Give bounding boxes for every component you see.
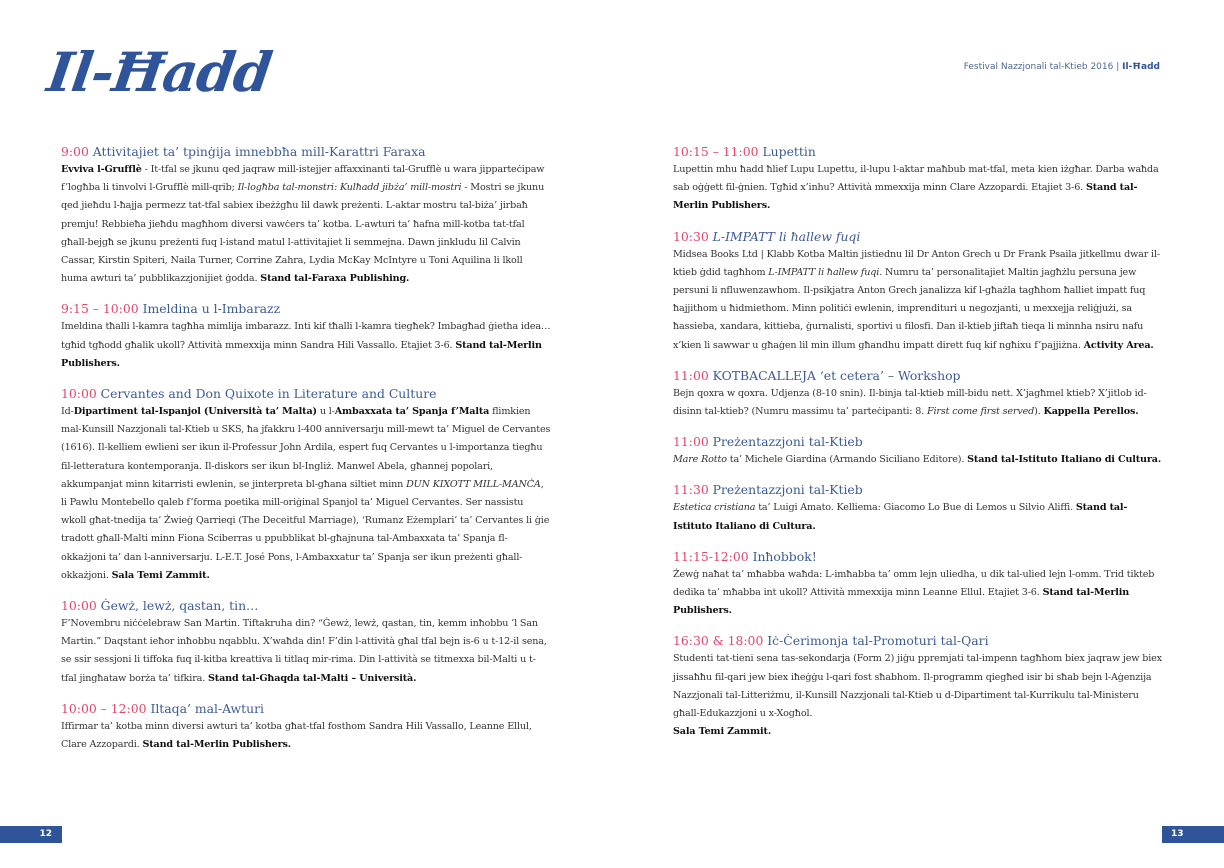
event-heading (61, 300, 551, 317)
event-venue-bold: Stand tal-Istituto Italiano di Cultura. (967, 454, 1162, 466)
event-description (61, 403, 551, 585)
running-head-text: Festival Nazzjonali tal-Ktieb 2016 | (963, 62, 1123, 72)
event-text: Id- (61, 406, 74, 418)
event-text: F’Novembru niċċelebraw San Martin. Tiftakruha din? “Ġewż, lewż, qastan, tin, kemm inħobbu ’l San Martin.” Daqstant ieħor inħobbu nqabblu. X’waħda din! F’din l-attività għal tfal bejn is-6 u t-12-il sena, se ssir sessjoni li tiffoka fuq il-kitba kreattiva li titlaq mir-rima. Din l-attività se titmexxa bil-Malti u t-tfal jingħataw borża ta’ tifkira. (61, 618, 547, 684)
event-venue-bold: Stand tal-Merlin Publishers. (142, 739, 291, 751)
event-description (61, 615, 551, 688)
event-text: ta’ Luigi Amato. Kelliema: Giacomo Lo Bue di Lemos u Silvio Aliffi. (755, 502, 1076, 514)
event-italic-text: Mare Rotto (673, 454, 727, 466)
event-italic-text: Il-logħba tal-monstri: Kulħadd jibża’ mill-mostri (237, 182, 462, 194)
event-title: Imeldina u l-Imbarazz (142, 301, 281, 317)
event-venue-bold: Stand tal-Merlin Publishers. (673, 587, 1130, 617)
event-entry (673, 632, 1163, 741)
event-entry (673, 548, 1163, 621)
event-description (673, 499, 1163, 535)
event-description (61, 161, 551, 288)
page-number-right-bar (1162, 826, 1224, 843)
event-venue-bold: Kappella Perellos. (1043, 406, 1139, 418)
event-venue-bold: Stand tal-Merlin Publishers. (61, 339, 542, 369)
event-title: Attivitajiet ta’ tpinġija imnebbħa mill-Karattri Faraxa (92, 144, 426, 159)
event-venue-bold: Stand tal-Istituto Italiano di Cultura. (673, 502, 1128, 532)
event-venue-bold: Sala Temi Zammit. (111, 569, 210, 581)
event-title: KOTBACALLEJA ‘et cetera’ – Workshop (712, 367, 961, 383)
event-text: u l- (316, 406, 335, 418)
event-time: 16:30 & 18:00 (673, 633, 764, 649)
event-entry (61, 700, 551, 754)
event-time: 10:15 – 11:00 (673, 144, 759, 159)
event-text: flimkien mal-Kunsill Nazzjonali tal-Ktieb u SKS, ħa jfakkru l-400 anniversarju mill-mewt ta’ Miguel de Cervantes (1616). Il-kelliem ewlieni ser ikun il-Professur John Ardila, espert fuq Cervantes u l-importanza tiegħu fil-letteratura kontemporanja. Il-diskors ser ikun bl-Ingliż. Manwel Abela, għannej popolari, akkumpanjat minn kitarristi ewlenin, se jinterpreta bl-għana siltiet minn (61, 406, 551, 490)
event-text: . Numru ta’ personalitajiet Maltin jagħżlu persuna jew persuni li nfluwenzawhom. Il-psikjatra Anton Grech janalizza kif l-għażla tagħhom ħalliet impatt fuq ħajjithom u ħidmiethom. Minn politiċi ewlenin, imprendituri u negozjanti, u mexxejja reliġjużi, sa ħassieba, xandara, kittieba, ġurnalisti, sportivi u filosfi. Dan il-ktieb jiftaħ tieqa li minnha nsiru nafu x’kien li sawwar u għaġen lil min illum għandhu impatt dirett fuq kif ngħixu f’pajjiżna. (673, 266, 1146, 351)
event-time: 10:00 (61, 598, 97, 614)
event-entry (61, 300, 551, 373)
event-text: Lupettin mhu ħadd ħlief Lupu Lupettu, il-lupu l-aktar maħbub mat-tfal, meta kien iżgħar. Darba waħda sab oġġett fil-ġnien. Tgħid x’inhu? Attività mmexxija minn Clare Azzopardi. Etajiet 3-6. (673, 164, 1159, 194)
event-time: 11:00 (673, 367, 709, 383)
left-column-events (61, 143, 551, 766)
right-column-events (673, 143, 1163, 753)
event-text: ta’ Michele Giardina (Armando Siciliano Editore). (726, 454, 968, 466)
event-title: Iltaqa’ mal-Awturi (150, 700, 265, 716)
event-heading (61, 597, 551, 614)
event-title: Preżentazzjoni tal-Ktieb (712, 434, 863, 450)
event-heading (61, 385, 551, 402)
event-description (673, 246, 1163, 355)
event-entry (673, 433, 1163, 469)
event-text: Midsea Books Ltd | Klabb Kotba Maltin jistiednu lil Dr Anton Grech u Dr Frank Psaila jitkellmu dwar il-ktieb ġdid tagħhom (673, 248, 1160, 278)
event-time: 10:00 (61, 386, 97, 402)
event-italic-text: L-IMPATT li ħallew fuqi (768, 266, 880, 278)
event-text: Studenti tat-tieni sena tas-sekondarja (Form 2) jiġu ppremjati tal-impenn tagħhom biex jaqraw jew biex jissaħħu fil-qari jew biex iħeġġu l-qari fost sħabhom. Il-programm qiegħed isir bi sħab bejn l-Aġenzija Nazzjonali tal-Litteriżmu, il-Kunsill Nazzjonali tal-Ktieb u d-Dipartiment tal-Kurrikulu tal-Ministeru għall-Edukazzjoni u x-Xogħol. (673, 653, 1162, 720)
event-time: 11:15-12:00 (673, 548, 749, 564)
event-text: - It-tfal se jkunu qed jaqraw mill-istejjer affaxxinanti tal-Grufflè u wara jipparteċipaw f’logħba li tinvolvi l-Grufflè mill-qrib; (61, 164, 545, 194)
event-venue-bold: Stand tal-Għaqda tal-Malti – Università. (208, 672, 417, 684)
event-italic-text: First come first served (926, 406, 1035, 418)
event-heading (673, 367, 1163, 384)
event-text: Iffirmar ta’ kotba minn diversi awturi ta’ kotba għat-tfal fosthom Sandra Hili Vassallo, Leanne Ellul, Clare Azzopardi. (61, 720, 532, 751)
event-venue-bold: Stand tal-Merlin Publishers. (673, 182, 1138, 212)
event-text: Żewġ naħat ta’ mħabba waħda: L-imħabba ta’ omm lejn uliedha, u dik tal-ulied lejn l-omm. Trid tikteb dedika ta’ mħabba int ukoll? Attività mmexxija minn Leanne Ellul. Etajiet 3-6. (673, 568, 1155, 599)
event-text: - Mostri se jkunu qed jieħdu l-ħajja permezz tat-tfal sabiex ibeżżgħu lil dawk preżenti. L-aktar mostru tal-biża’ jirbaħ premju! Rebbieħa jieħdu magħhom diversi vawċers ta’ kotba. L-awturi ta’ ħafna mill-kotba tat-tfal għall-bejgħ se jkunu preżenti fuq l-istand matul l-attivitajiet li semmejna. Dawn jinkludu lil Calvin Cassar, Kirstin Spiteri, Naila Turner, Corrine Zahra, Lydia McKay McIntyre u Toni Aquilina li lkoll huma awturi ta’ pubblikazzjonijiet ġodda. (61, 182, 545, 285)
event-heading (673, 548, 1163, 565)
event-venue-bold: Ambaxxata ta’ Spanja f’Malta (334, 406, 490, 418)
event-title: L-IMPATT li ħallew fuqi (712, 228, 861, 244)
event-venue-bold: Evviva l-Grufflè (61, 164, 142, 175)
event-entry (673, 367, 1163, 421)
event-venue-bold: Sala Temi Zammit. (673, 726, 772, 738)
event-description (673, 650, 1163, 741)
event-heading (673, 433, 1163, 450)
event-time: 9:00 (61, 144, 89, 159)
event-heading (61, 700, 551, 717)
event-time: 11:30 (673, 482, 709, 498)
day-title-logo: Il-Ħadd (43, 40, 276, 104)
page-number-left: 12 (39, 829, 52, 839)
event-description (673, 451, 1163, 469)
event-entry (61, 143, 551, 288)
event-entry (673, 228, 1163, 355)
running-head (964, 62, 1160, 72)
event-title: Lupettin (762, 144, 816, 159)
event-entry (673, 143, 1163, 216)
event-title: Cervantes and Don Quixote in Literature and Culture (100, 386, 437, 402)
event-heading (673, 481, 1163, 498)
event-entry (61, 597, 551, 688)
event-description (673, 161, 1163, 216)
event-text: Imeldina tħalli l-kamra tagħha mimlija imbarazz. Inti kif tħalli l-kamra tiegħek? Imbagħad ġietha idea… tgħid tgħodd għalik ukoll? Attività mmexxija minn Sandra Hili Vassallo. Etajiet 3-6. (61, 321, 551, 351)
event-time: 10:30 (673, 228, 709, 244)
event-italic-text: DUN KIXOTT MILL-MANĊA (406, 478, 541, 490)
event-italic-text: Estetica cristiana (673, 502, 756, 514)
event-text: , li Pawlu Montebello qaleb f’forma poetika mill-oriġinal Spanjol ta’ Miguel Cervantes. Ser nassistu wkoll għat-tnedija ta’ Żwieġ Qarrieqi (The Deceitful Marriage), ‘Rumanz Eżemplari’ ta’ Cervantes li ġie tradott għall-Malti minn Fiona Sciberras u ppubblikat bl-għajnuna tal-Ambaxxata ta’ Spanja fl-okkażjoni ta’ dan l-anniversarju. L-E.T. José Pons, l-Ambaxxatur ta’ Spanja ser ikun preżenti għall-okkażjoni. (61, 478, 550, 581)
event-description (673, 385, 1163, 421)
event-time: 10:00 – 12:00 (61, 700, 147, 716)
event-entry (61, 385, 551, 585)
event-text: Bejn qoxra w qoxra. Udjenza (8-10 snin). Il-binja tal-ktieb mill-bidu nett. X’jagħmel ktieb? X’jitlob id-disinn tal-ktieb? (Numru massimu ta’ parteċipanti: 8. (673, 387, 1147, 418)
event-venue-bold: Activity Area. (1083, 339, 1154, 351)
event-entry (673, 481, 1163, 535)
event-heading (673, 632, 1163, 649)
running-head-day: Il-Ħadd (1122, 62, 1160, 72)
event-venue-bold: Stand tal-Faraxa Publishing. (260, 273, 410, 285)
event-title: Inħobbok! (752, 548, 817, 564)
event-title: Ġewż, lewż, qastan, tin… (100, 598, 259, 614)
event-description (673, 566, 1163, 621)
page-number-right: 13 (1171, 829, 1184, 839)
event-title: Iċ-Ċerimonja tal-Promoturi tal-Qari (767, 633, 989, 649)
event-heading (61, 143, 551, 160)
event-text: ). (1034, 406, 1044, 418)
event-venue-bold: Dipartiment tal-Ispanjol (Università ta’ Malta) (73, 406, 317, 418)
event-heading (673, 143, 1163, 160)
event-description (61, 318, 551, 373)
event-time: 11:00 (673, 434, 709, 450)
page-number-left-bar (0, 826, 62, 843)
event-heading (673, 228, 1163, 245)
event-time: 9:15 – 10:00 (61, 301, 139, 317)
event-title: Preżentazzjoni tal-Ktieb (712, 482, 863, 498)
event-description (61, 718, 551, 754)
